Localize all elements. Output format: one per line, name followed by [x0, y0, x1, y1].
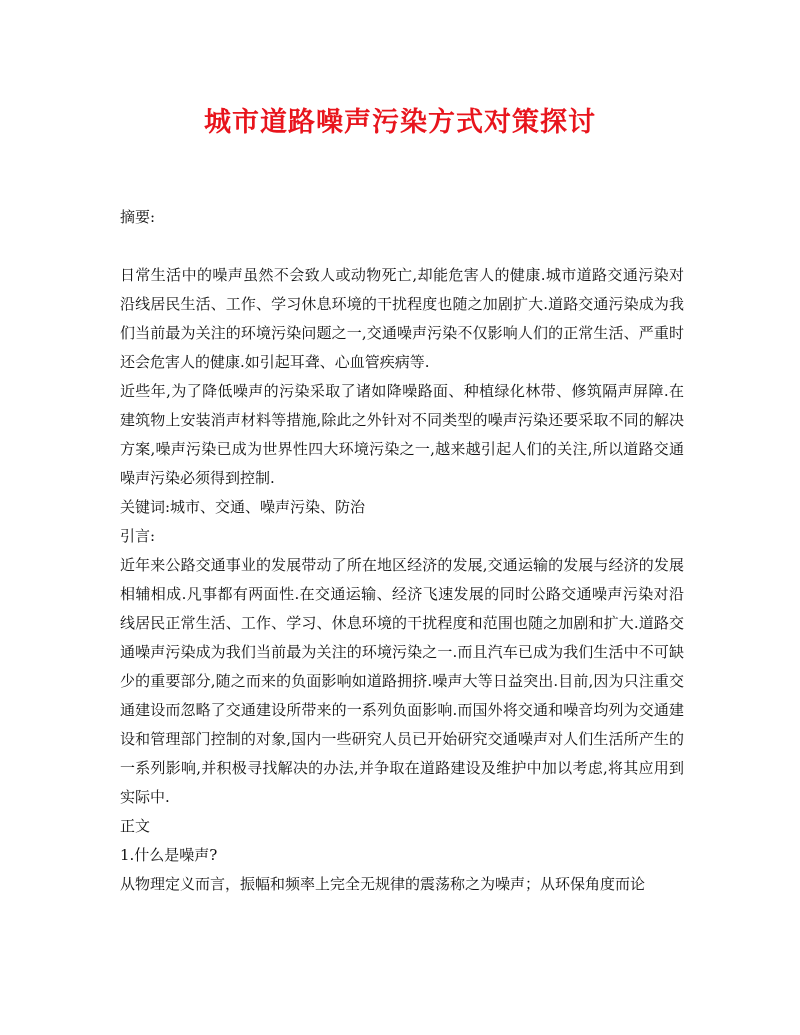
intro-label: 引言: [120, 527, 156, 545]
keywords-line: 关键词:城市、交通、噪声污染、防治 [120, 498, 366, 516]
section-heading-1: 1.什么是噪声? [120, 846, 218, 864]
body-label: 正文 [120, 817, 151, 835]
document-title: 城市道路噪声污染方式对策探讨 [204, 107, 596, 138]
document-body [120, 203, 684, 899]
abstract-label: 摘要: [120, 208, 156, 226]
abstract-paragraph-1: 日常生活中的噪声虽然不会致人或动物死亡,却能危害人的健康.城市道路交通污染对沿线居民生活、工作、学习休息环境的干扰程度也随之加剧扩大.道路交通污染成为我们当前最为关注的环境污染问题之一,交通噪声污染不仅影响人们的正常生活、严重时还会危害人的健康.如引起耳聋、心血管疾病等. [120, 266, 684, 371]
intro-paragraph: 近年来公路交通事业的发展带动了所在地区经济的发展,交通运输的发展与经济的发展相辅相成.凡事都有两面性.在交通运输、经济飞速发展的同时公路交通噪声污染对沿线居民正常生活、工作、学习、休息环境的干扰程度和范围也随之加剧和扩大.道路交通噪声污染成为我们当前最为关注的环境污染之一.而且汽车已成为我们生活中不可缺少的重要部分,随之而来的负面影响如道路拥挤.噪声大等日益突出.目前,因为只注重交通建设而忽略了交通建设所带来的一系列负面影响.而国外将交通和噪音均列为交通建设和管理部门控制的对象,国内一些研究人员已开始研究交通噪声对人们生活所产生的一系列影响,并积极寻找解决的办法,并争取在道路建设及维护中加以考虑,将其应用到实际中. [120, 556, 684, 806]
abstract-paragraph-2: 近些年,为了降低噪声的污染采取了诸如降噪路面、种植绿化林带、修筑隔声屏障.在建筑物上安装消声材料等措施,除此之外针对不同类型的噪声污染还要采取不同的解决方案,噪声污染已成为世界性四大环境污染之一,越来越引起人们的关注,所以道路交通噪声污染必须得到控制. [120, 382, 684, 487]
section-1-paragraph: 从物理定义而言，振幅和频率上完全无规律的震荡称之为噪声；从环保角度而论 [120, 875, 646, 893]
paragraph-gap [120, 232, 684, 261]
